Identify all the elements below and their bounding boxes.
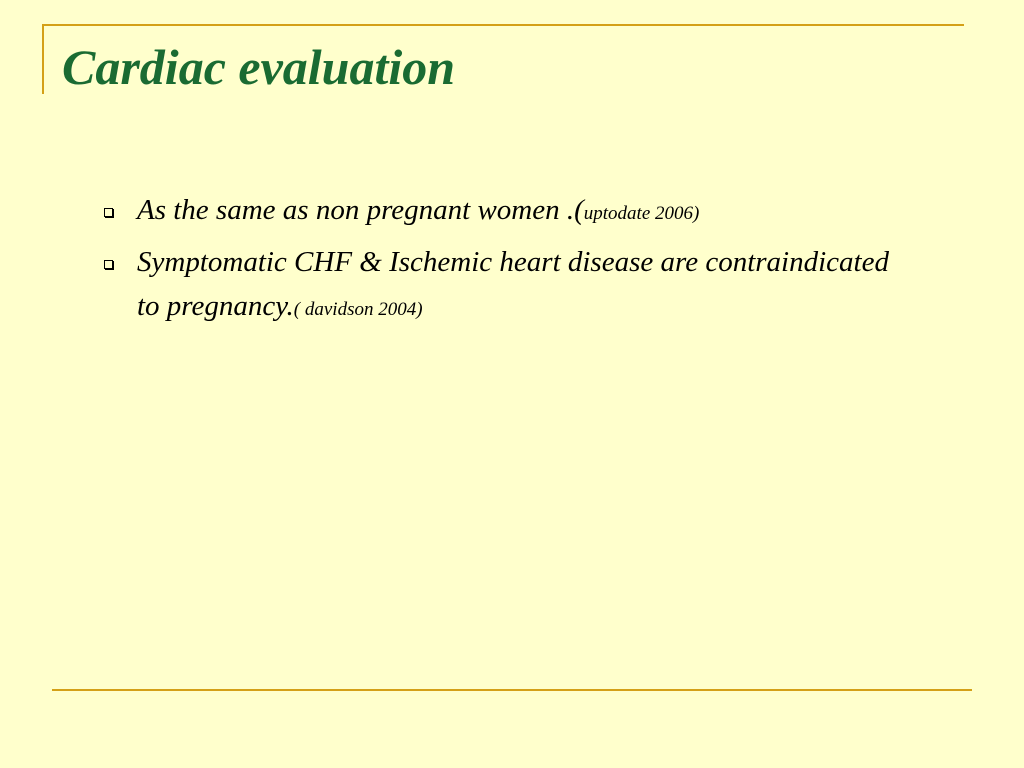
square-bullet-icon xyxy=(104,208,113,217)
frame-bottom-line xyxy=(52,689,972,691)
bullet-text: Symptomatic CHF & Ischemic heart disease are contraindicated to pregnancy. xyxy=(137,246,889,322)
bullet-item-1 xyxy=(100,188,890,236)
bullet-list xyxy=(100,188,890,336)
square-bullet-icon xyxy=(104,260,113,269)
frame-top-line xyxy=(42,24,964,26)
bullet-item-2 xyxy=(100,240,890,332)
frame-left-line xyxy=(42,24,44,94)
bullet-text: As the same as non pregnant women .( xyxy=(137,194,584,226)
slide-title: Cardiac evaluation xyxy=(62,39,456,95)
bullet-citation: uptodate 2006) xyxy=(583,203,700,224)
bullet-citation: ( davidson 2004) xyxy=(293,299,423,320)
